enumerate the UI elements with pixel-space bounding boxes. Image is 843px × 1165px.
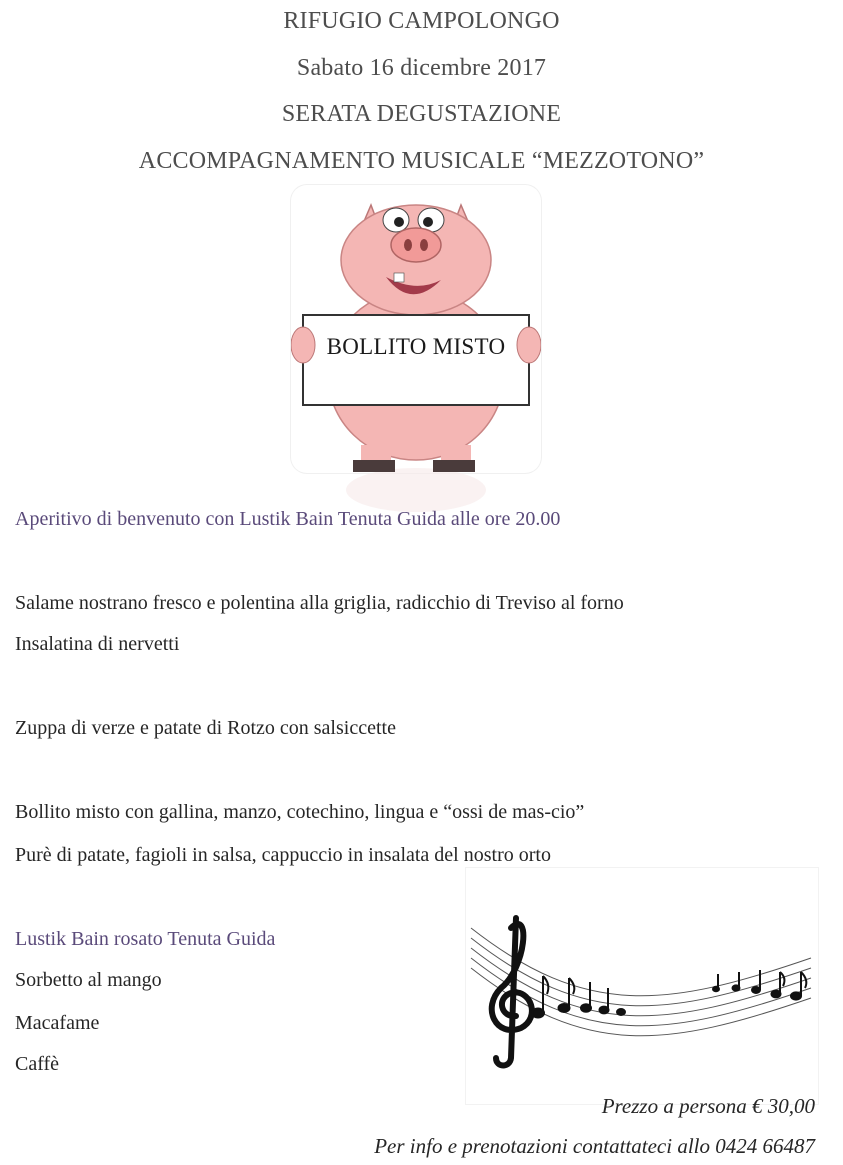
music-notes-icon [466, 868, 818, 1104]
menu-macafame: Macafame [15, 1012, 100, 1034]
menu-caffe: Caffè [15, 1053, 60, 1075]
title-music: ACCOMPAGNAMENTO MUSICALE “MEZZOTONO” [138, 148, 705, 174]
menu-pure: Purè di patate, fagioli in salsa, cappuccio in insalata del nostro orto [15, 844, 551, 866]
music-illustration [466, 868, 818, 1104]
price-line: Prezzo a persona € 30,00 [601, 1094, 815, 1118]
sign-label: BOLLITO MISTO [326, 334, 506, 359]
menu-bollito: Bollito misto con gallina, manzo, cotechino, lingua e “ossi de mas-cio” [15, 801, 585, 823]
title-date: Sabato 16 dicembre 2017 [296, 55, 547, 81]
menu-sorbetto: Sorbetto al mango [15, 969, 162, 991]
contact-line: Per info e prenotazioni contattateci allo 0424 66487 [374, 1134, 815, 1158]
menu-aperitivo: Aperitivo di benvenuto con Lustik Bain Tenuta Guida alle ore 20.00 [15, 508, 561, 530]
title-venue: RIFUGIO CAMPOLONGO [283, 8, 560, 34]
menu-lustik: Lustik Bain rosato Tenuta Guida [15, 928, 276, 950]
title-event: SERATA DEGUSTAZIONE [281, 101, 562, 127]
menu-insalatina: Insalatina di nervetti [15, 633, 180, 655]
pig-illustration [291, 185, 541, 473]
menu-salame: Salame nostrano fresco e polentina alla griglia, radicchio di Treviso al forno [15, 592, 624, 614]
menu-zuppa: Zuppa di verze e patate di Rotzo con salsiccette [15, 717, 396, 739]
